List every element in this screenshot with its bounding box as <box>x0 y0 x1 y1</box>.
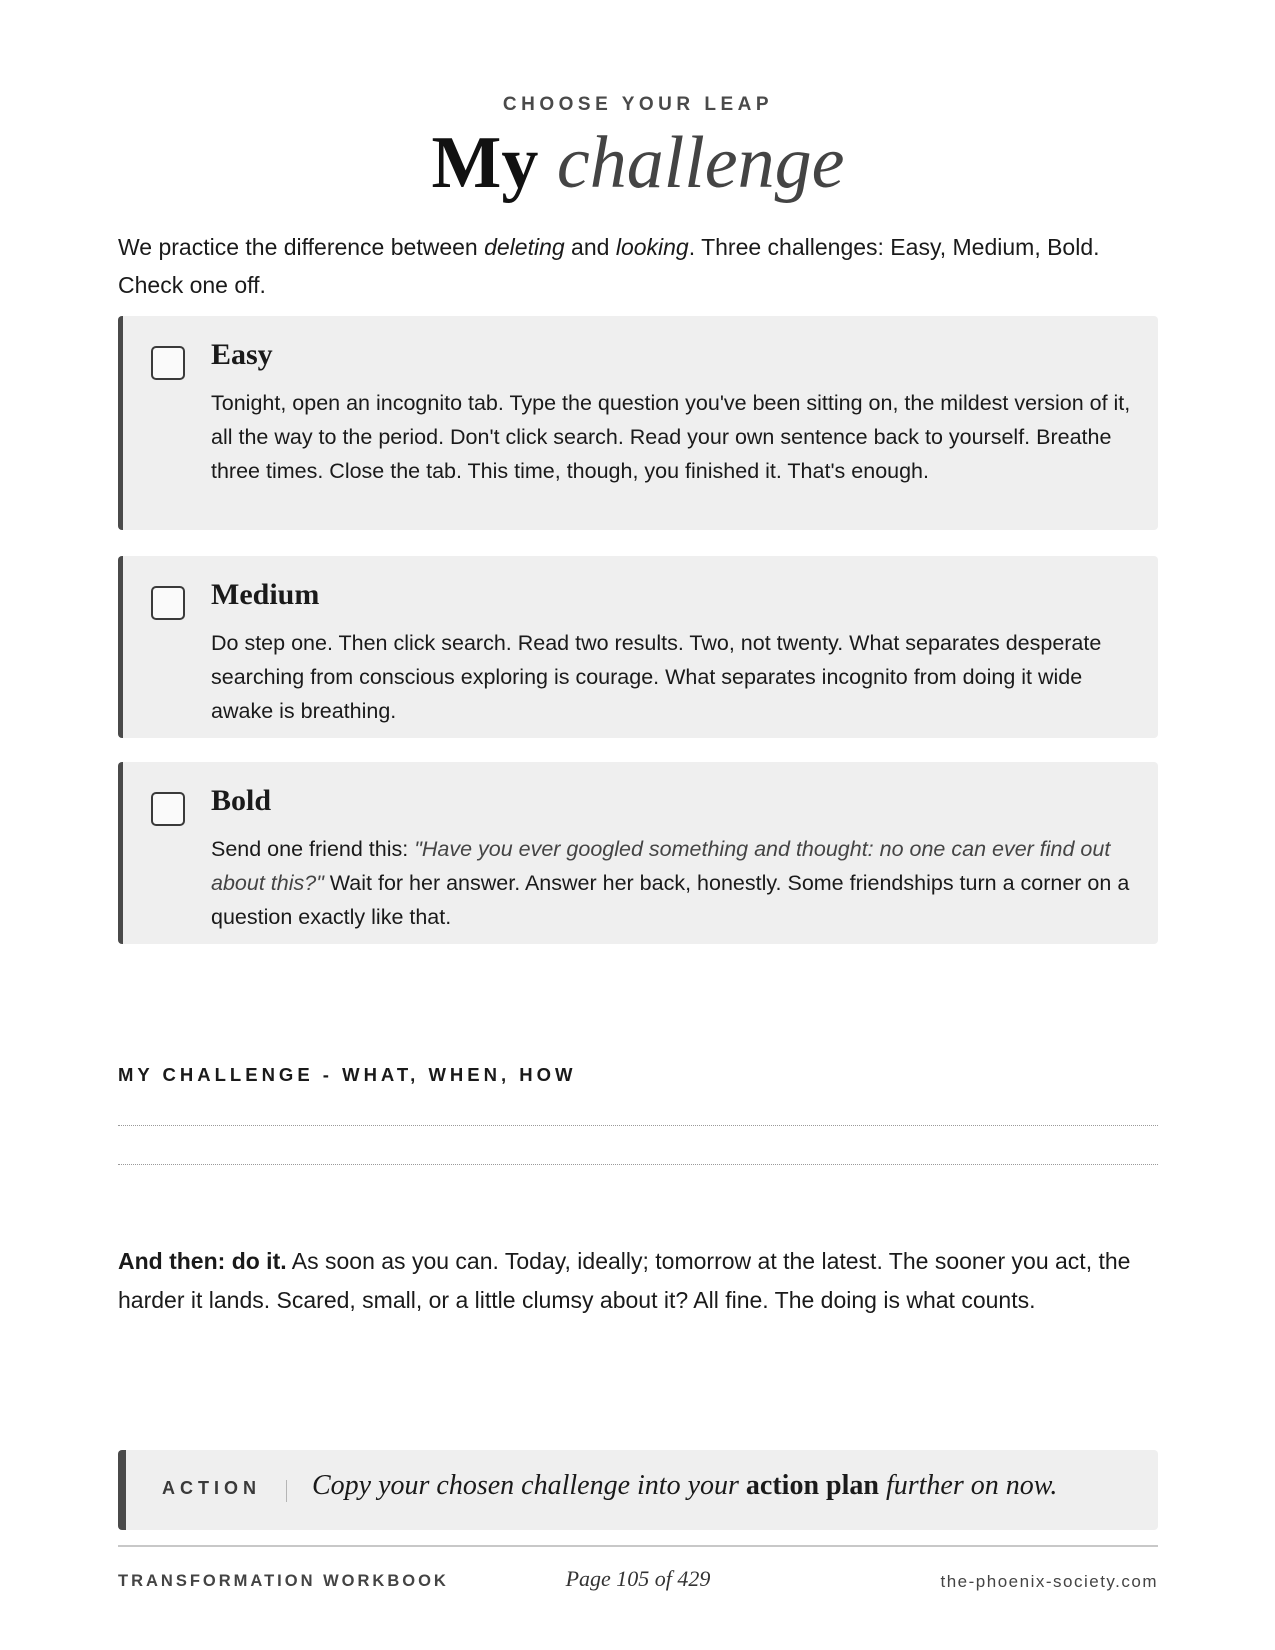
challenge-title: Bold <box>211 784 272 817</box>
closing-lead: And then: do it. <box>118 1248 287 1274</box>
intro-emphasis-looking: looking <box>615 234 689 260</box>
action-divider <box>286 1480 287 1502</box>
challenge-title: Easy <box>211 338 273 371</box>
challenge-title: Medium <box>211 578 320 611</box>
easy-checkbox[interactable] <box>151 346 185 380</box>
page-title-word1: My <box>431 122 539 204</box>
challenge-card-easy <box>118 316 1158 530</box>
footer-workbook-name: TRANSFORMATION WORKBOOK <box>118 1572 449 1590</box>
challenge-quote: "Have you ever googled something and thought: no one can ever find out about this?" <box>211 837 1111 895</box>
action-text-post: further on now. <box>878 1470 1058 1501</box>
challenge-description: Tonight, open an incognito tab. Type the question you've been sitting on, the mildest version of it, all the way to the period. Don't click search. Read your own sentence back to yourself. Breathe three times. Close the tab. This time, though, you finished it. That's enough. <box>211 391 1131 483</box>
action-callout <box>118 1450 1158 1530</box>
writing-section-label: MY CHALLENGE - WHAT, WHEN, HOW <box>118 1064 577 1085</box>
writing-line-1[interactable] <box>118 1125 1158 1126</box>
challenge-card-medium <box>118 556 1158 738</box>
medium-checkbox[interactable] <box>151 586 185 620</box>
action-text <box>312 1470 1057 1502</box>
intro-paragraph <box>118 228 1158 304</box>
action-label: ACTION <box>162 1478 261 1498</box>
challenge-description: Do step one. Then click search. Read two results. Two, not twenty. What separates desperate searching from conscious exploring is courage. What separates incognito from doing it wide awake is breathing. <box>211 631 1102 723</box>
writing-line-2[interactable] <box>118 1164 1158 1165</box>
footer-website: the-phoenix-society.com <box>940 1572 1158 1591</box>
closing-paragraph <box>118 1242 1158 1320</box>
intro-emphasis-deleting: deleting <box>484 234 565 260</box>
closing-text: As soon as you can. Today, ideally; tomorrow at the latest. The sooner you act, the harder it lands. Scared, small, or a little clumsy about it? All fine. The doing is what counts. <box>118 1248 1131 1313</box>
challenge-card-bold <box>118 762 1158 944</box>
page-title-word2: challenge <box>556 122 845 204</box>
footer-page-number: Page 105 of 429 <box>565 1566 711 1591</box>
action-text-pre: Copy your chosen challenge into your <box>312 1470 746 1501</box>
intro-text: We practice the difference between <box>118 234 485 260</box>
page-title <box>118 118 1158 208</box>
challenge-description <box>211 832 1131 934</box>
bold-checkbox[interactable] <box>151 792 185 826</box>
intro-text: and <box>564 234 616 260</box>
intro-text: . Three challenges: Easy, Medium, Bold. Check one off. <box>118 234 1100 298</box>
challenge-description-intro: Send one friend this: <box>211 837 415 861</box>
action-text-strong: action plan <box>745 1470 879 1501</box>
footer-divider <box>118 1545 1158 1547</box>
challenge-description-rest: Wait for her answer. Answer her back, honestly. Some friendships turn a corner on a question exactly like that. <box>211 871 1130 929</box>
page-eyebrow: CHOOSE YOUR LEAP <box>502 94 774 115</box>
